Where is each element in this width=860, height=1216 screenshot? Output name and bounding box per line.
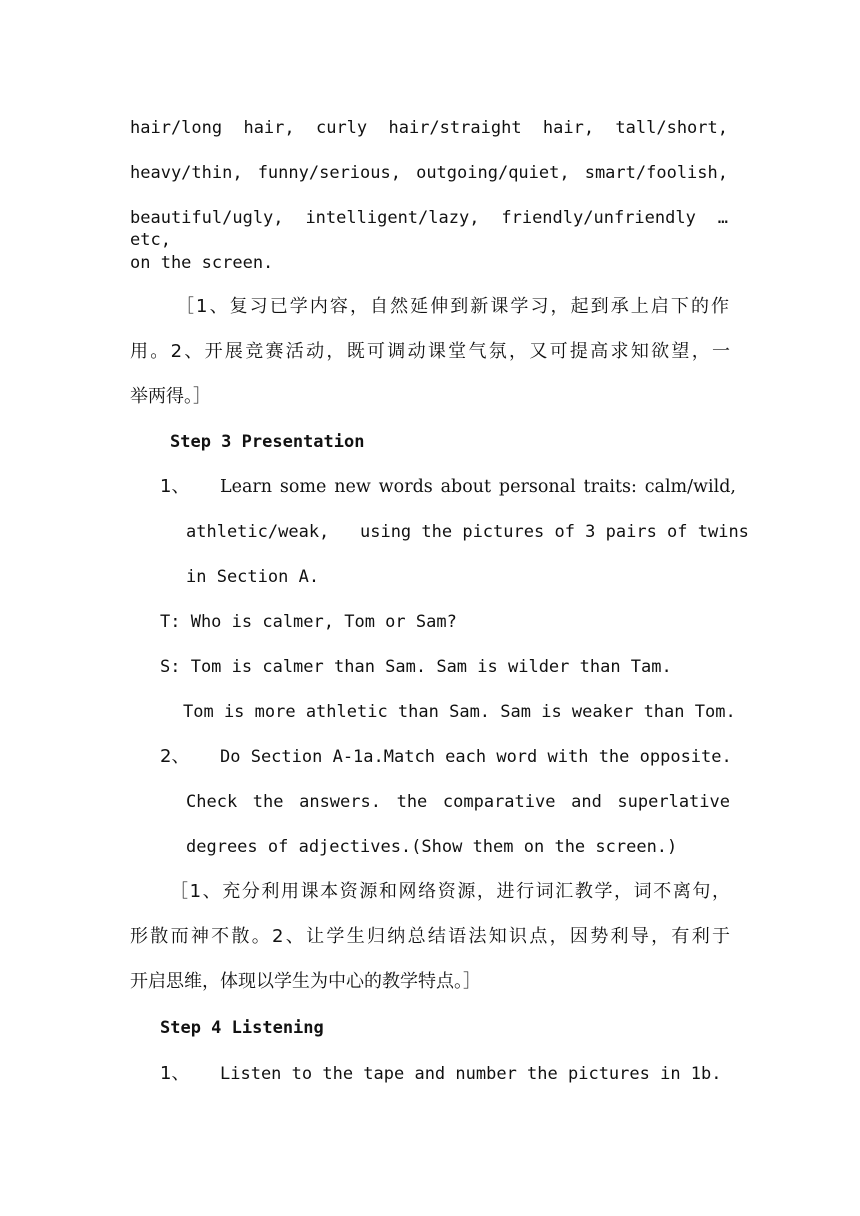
note1-line-3: 举两得。］ (130, 386, 211, 407)
step3-item1-number: 1、 (160, 476, 190, 497)
intro-line-3: beautiful/ugly, intelligent/lazy, friendly/unfriendly …etc, (130, 208, 728, 250)
step4-item1-number: 1、 (160, 1063, 190, 1084)
intro-line-4: on the screen. (130, 253, 274, 273)
step3-item2-line-3: degrees of adjectives.(Show them on the screen.) (186, 837, 678, 857)
step3-heading: Step 3 Presentation (170, 432, 365, 452)
intro-line-2: heavy/thin, funny/serious, outgoing/quiet, smart/foolish, (130, 163, 728, 183)
intro-line-1: hair/long hair, curly hair/straight hair, tall/short, (130, 118, 728, 138)
note2-line-2: 形散而神不散。2、让学生归纳总结语法知识点，因势利导，有利于 (130, 926, 730, 947)
note1-line-1: ［1、复习已学内容，自然延伸到新课学习，起到承上启下的作 (176, 296, 729, 317)
step3-item2-number: 2、 (160, 746, 190, 767)
step3-item1-line-1: Learn some new words about personal traits: calm/wild, (220, 477, 736, 497)
step4-heading: Step 4 Listening (160, 1018, 324, 1038)
step3-item2-line-2: Check the answers. the comparative and superlative (186, 792, 730, 812)
step4-item1-text: Listen to the tape and number the pictures in 1b. (220, 1064, 722, 1084)
note1-line-2: 用。2、开展竞赛活动，既可调动课堂气氛，又可提高求知欲望，一 (130, 341, 730, 362)
dialog-line-3: Tom is more athletic than Sam. Sam is weaker than Tom. (183, 702, 736, 722)
note2-line-1: ［1、充分利用课本资源和网络资源，进行词汇教学，词不离句， (170, 881, 730, 902)
step3-item1-line-2: athletic/weak, using the pictures of 3 pairs of twins (186, 522, 749, 542)
dialog-line-1: T: Who is calmer, Tom or Sam? (160, 612, 457, 632)
step3-item1-line-3: in Section A. (186, 567, 320, 587)
note2-line-3: 开启思维，体现以学生为中心的教学特点。］ (130, 971, 481, 992)
step3-item2-line-1: Do Section A-1a.Match each word with the opposite. (220, 747, 732, 767)
dialog-line-2: S: Tom is calmer than Sam. Sam is wilder than Tam. (160, 657, 672, 677)
